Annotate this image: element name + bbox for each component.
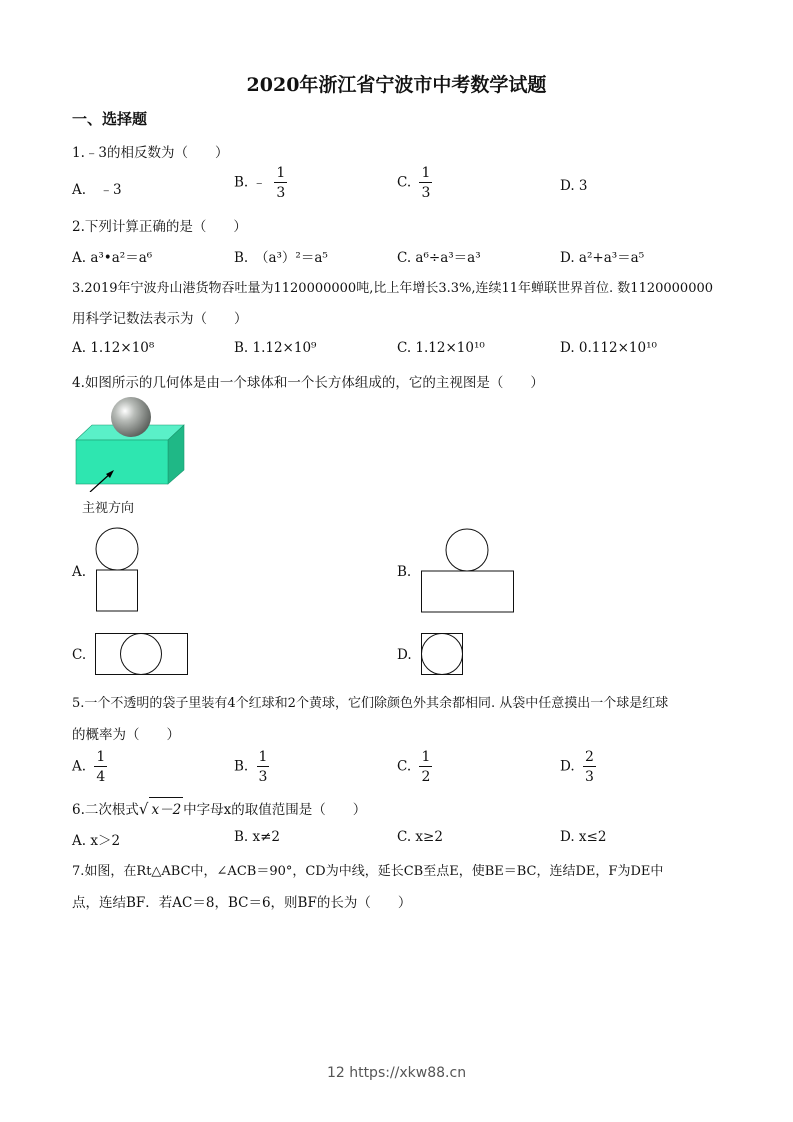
sqrt-sign-icon: √ xyxy=(138,800,149,818)
fraction xyxy=(274,166,287,200)
q6-radicand: x－2 xyxy=(149,797,183,818)
q5-option-d-label: D. xyxy=(560,758,575,775)
q4-option-d-figure xyxy=(420,632,465,677)
q1-option-b-label: B. xyxy=(234,174,249,191)
page-footer: 12 https://xkw88.cn xyxy=(326,1065,467,1081)
q4-option-d-label: D. xyxy=(397,647,412,663)
fraction xyxy=(419,166,432,200)
q6-option-b: B. x≠2 xyxy=(234,829,281,845)
q6-option-c: C. x≥2 xyxy=(397,829,443,845)
question-5-stem-line-2: 的概率为（ ） xyxy=(72,727,180,743)
view-direction-label: 主视方向 xyxy=(82,501,135,516)
denominator: 2 xyxy=(421,769,431,785)
question-3-stem-line-2: 用科学记数法表示为（ ） xyxy=(72,311,248,327)
denominator: 3 xyxy=(584,769,594,785)
q1-option-c-label: C. xyxy=(397,174,412,191)
question-4-stem: 4.如图所示的几何体是由一个球体和一个长方体组成的，它的主视图是（ ） xyxy=(72,375,544,391)
fraction xyxy=(257,750,270,784)
q1-option-b xyxy=(234,166,287,200)
denominator: 4 xyxy=(96,769,106,785)
fraction xyxy=(419,750,432,784)
q3-option-b: B. 1.12×10⁹ xyxy=(234,340,317,356)
q3-option-d: D. 0.112×10¹⁰ xyxy=(560,340,657,356)
denominator: 3 xyxy=(421,185,431,201)
box-front-face xyxy=(76,440,168,484)
q5-option-a xyxy=(72,750,107,784)
q2-option-a: A. a³•a²＝a⁶ xyxy=(72,250,153,266)
denominator: 3 xyxy=(276,185,286,201)
q5-option-a-label: A. xyxy=(72,758,87,775)
fraction xyxy=(583,750,596,784)
page-title: 2020年浙江省宁波市中考数学试题 xyxy=(246,74,547,96)
q3-option-c: C. 1.12×10¹⁰ xyxy=(397,340,485,356)
q5-option-c xyxy=(397,750,432,784)
q1-option-b-sign: ﹣ xyxy=(252,174,267,191)
q5-option-b-label: B. xyxy=(234,758,249,775)
q5-option-d xyxy=(560,750,596,784)
question-5-stem-line-1: 5.一个不透明的袋子里装有4个红球和2个黄球，它们除颜色外其余都相同. 从袋中任意摸出一个球是红球 xyxy=(72,696,669,711)
q4-option-a-label: A. xyxy=(72,564,87,580)
q4-option-c-label: C. xyxy=(72,647,87,663)
denominator: 3 xyxy=(258,769,268,785)
q6-option-d: D. x≤2 xyxy=(560,829,607,845)
q2-option-b: B. （a³）²＝a⁵ xyxy=(234,250,328,266)
numerator: 1 xyxy=(421,165,431,181)
question-2-stem: 2.下列计算正确的是（ ） xyxy=(72,219,247,235)
numerator: 2 xyxy=(584,749,594,765)
q4-option-a-figure xyxy=(95,527,141,613)
q4-option-c-figure xyxy=(94,632,190,677)
numerator: 1 xyxy=(276,165,286,181)
question-3-stem-line-1: 3.2019年宁波舟山港货物吞吐量为1120000000吨,比上年增长3.3%,连续11年蝉联世界首位. 数1120000000 xyxy=(72,281,714,296)
question-7-stem-line-1: 7.如图，在Rt△ABC中，∠ACB＝90°，CD为中线，延长CB至点E，使BE＝BC，连结DE，F为DE中 xyxy=(72,864,664,879)
numerator: 1 xyxy=(96,749,106,765)
q4-option-b-figure xyxy=(420,528,516,614)
q5-option-b xyxy=(234,750,269,784)
fraction xyxy=(94,750,107,784)
q2-option-d: D. a²+a³＝a⁵ xyxy=(560,250,645,266)
geometry-figure xyxy=(70,392,200,492)
q6-option-a: A. x＞2 xyxy=(72,833,121,849)
q1-option-a: A. ﹣3 xyxy=(72,182,122,198)
numerator: 1 xyxy=(421,749,431,765)
question-6-stem xyxy=(72,797,366,818)
q2-option-c: C. a⁶÷a³＝a³ xyxy=(397,250,481,266)
q6-stem-prefix: 6.二次根式 xyxy=(72,802,139,818)
question-1-stem: 1.﹣3的相反数为（ ） xyxy=(72,145,229,161)
question-7-stem-line-2: 点，连结BF．若AC＝8，BC＝6，则BF的长为（ ） xyxy=(72,895,412,911)
numerator: 1 xyxy=(258,749,268,765)
section-heading: 一、选择题 xyxy=(72,110,148,128)
sphere xyxy=(111,397,151,437)
q5-option-c-label: C. xyxy=(397,758,412,775)
q4-option-b-label: B. xyxy=(397,564,412,580)
q1-option-d: D. 3 xyxy=(560,178,588,194)
q1-option-c xyxy=(397,166,432,200)
q3-option-a: A. 1.12×10⁸ xyxy=(72,340,155,356)
q6-stem-suffix: 中字母x的取值范围是（ ） xyxy=(183,802,367,818)
